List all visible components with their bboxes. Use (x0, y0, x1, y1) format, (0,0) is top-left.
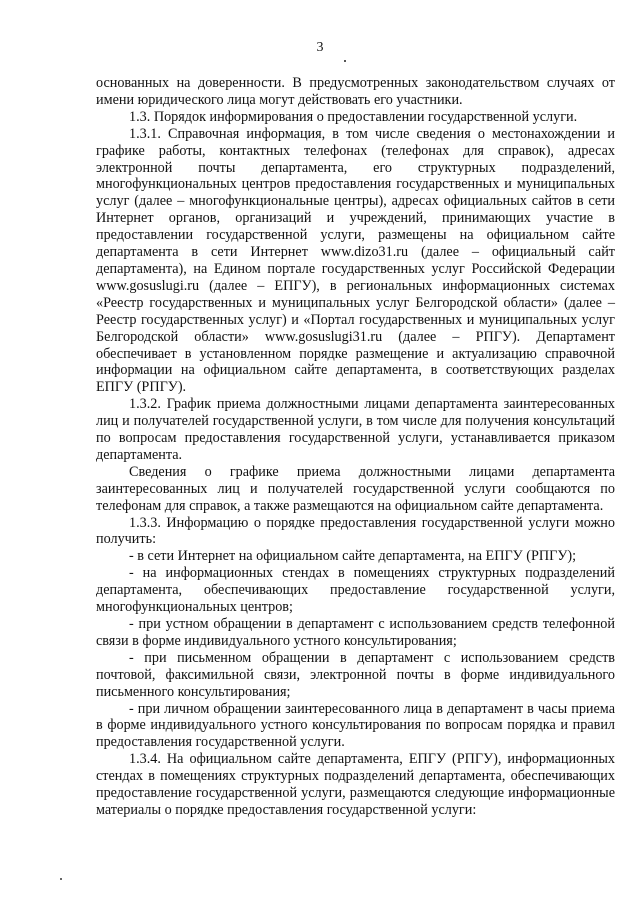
paragraph: Сведения о графике приема должностными лицами департамента заинтересованных лиц и получателей государственной услуги сообщаются по телефонам для справок, а также размещаются на официальном сайте департамента. (96, 463, 615, 514)
paragraph: 1.3.1. Справочная информация, в том числе сведения о местонахождении и графике работы, контактных телефонах (телефонах для справок), адресах электронной почты департамента, его структурных подразделений, многофункциональных центров предоставления государственных и муниципальных услуг (далее – многофункциональные центры), адресах официальных сайтов в сети Интернет органов, организаций и учреждений, принимающих участие в предоставлении государственной услуги, размещены на официальном сайте департамента в сети Интернет www.dizo31.ru (далее – официальный сайт департамента), на Едином портале государственных услуг Российской Федерации www.gosuslugi.ru (далее – ЕПГУ), в региональных информационных системах «Реестр государственных и муниципальных услуг Белгородской области» (далее – Реестр государственных услуг) и «Портал государственных и муниципальных услуг Белгородской области» www.gosuslugi31.ru (далее – РПГУ). Департамент обеспечивает в установленном порядке размещение и актуализацию справочной информации на официальном сайте департамента, в соответствующих разделах ЕПГУ (РПГУ). (96, 125, 615, 396)
list-item: - на информационных стендах в помещениях структурных подразделений департамента, обеспечивающих предоставление государственной услуги, многофункциональных центров; (96, 565, 615, 616)
paragraph: 1.3.3. Информацию о порядке предоставления государственной услуги можно получить: (96, 514, 615, 548)
paragraph: 1.3.2. График приема должностными лицами департамента заинтересованных лиц и получателей государственной услуги, в том числе для получения консультаций по вопросам предоставления государственной услуги, устанавливается приказом департамента. (96, 396, 615, 463)
list-item: - в сети Интернет на официальном сайте департамента, на ЕПГУ (РПГУ); (129, 548, 577, 565)
list-item: - при личном обращении заинтересованного лица в департамент в часы приема в форме индивидуального устного консультирования по вопросам порядка и правил предоставления государственной услуги. (96, 700, 615, 751)
document-body (96, 75, 615, 819)
list-item: - при устном обращении в департамент с использованием средств телефонной связи в форме индивидуального устного консультирования; (96, 616, 615, 649)
paragraph-section-heading: 1.3. Порядок информирования о предоставлении государственной услуги. (129, 108, 578, 125)
paragraph: 1.3.4. На официальном сайте департамента, ЕПГУ (РПГУ), информационных стендах в помещениях структурных подразделений департамента, обеспечивающих предоставление государственной услуги, размещаются следующие информационные материалы о порядке предоставления государственной услуги: (96, 751, 615, 818)
page-number: 3 (316, 40, 324, 55)
list-item: - при письменном обращении в департамент с использованием средств почтовой, факсимильной связи, электронной почты в форме индивидуального письменного консультирования; (96, 649, 615, 700)
scan-speck (344, 60, 346, 62)
paragraph: основанных на доверенности. В предусмотренных законодательством случаях от имени юридического лица могут действовать его участники. (96, 75, 615, 108)
scan-speck (60, 878, 62, 880)
